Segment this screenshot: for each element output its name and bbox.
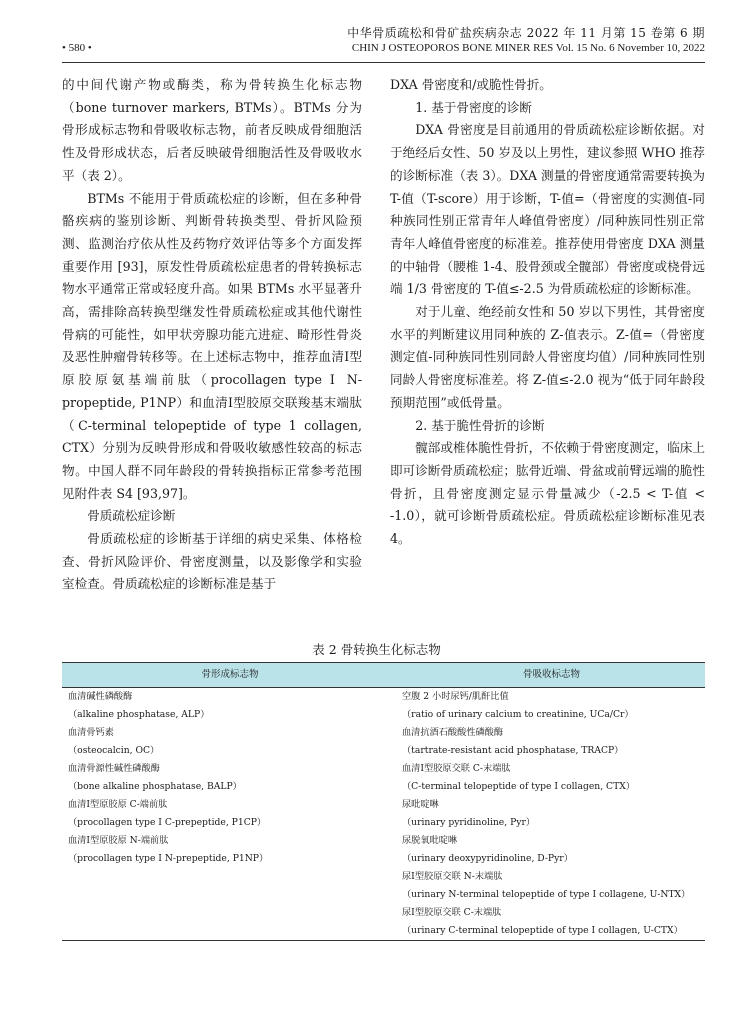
table-cell: 尿吡啶啉 (402, 799, 439, 810)
table-cell: （ratio of urinary calcium to creatinine, UCa/Cr） (402, 709, 634, 720)
table-row (62, 706, 705, 724)
table-cell: 尿脱氧吡啶啉 (402, 835, 458, 846)
table-cell: 尿Ⅰ型胶原交联 C-末端肽 (402, 907, 502, 918)
table-cell (62, 904, 398, 922)
table-row (62, 778, 705, 796)
left-column (62, 74, 362, 596)
table-row (62, 904, 705, 922)
paragraph: DXA 骨密度是目前通用的骨质疏松症诊断依据。对于绝经后女性、50 岁及以上男性，建议参照 WHO 推荐的诊断标准（表 3）。DXA 测量的骨密度通常需要转换为 T-值（T-score）用于诊断，T-值=（骨密度的实测值-同种族同性别正常青年人峰值骨密度）/同种族同性别正常青年人峰值骨密度的标准差。推荐使用骨密度 DXA 测量的中轴骨（腰椎 1-4、股骨颈或全髋部）骨密度或桡骨远端 1/3 骨密度的 T-值≤-2.5 为骨质疏松症的诊断标准。 (390, 122, 705, 297)
table-cell: （procollagen type Ⅰ C-prepeptide, P1CP） (68, 817, 267, 828)
page-number: • 580 • (62, 42, 92, 54)
table-cell: （urinary N-terminal telopeptide of type Ⅰ collagene, U-NTX） (402, 889, 691, 900)
table-cell: 血清Ⅰ型胶原交联 C-末端肽 (402, 763, 511, 774)
table-caption: 表 2 骨转换生化标志物 (312, 642, 441, 657)
table-cell: （procollagen type Ⅰ N-prepeptide, P1NP） (68, 853, 269, 864)
table-cell: （bone alkaline phosphatase, BALP） (68, 781, 242, 792)
table-cell: （urinary deoxypyridinoline, D-Pyr） (402, 853, 573, 864)
table-cell: 血清骨源性碱性磷酸酶 (68, 763, 160, 774)
table-cell: 血清Ⅰ型原胶原 C-端前肽 (68, 799, 168, 810)
table-cell (62, 868, 398, 886)
section-heading: 骨质疏松症诊断 (87, 508, 176, 524)
paragraph: 的中间代谢产物或酶类，称为骨转换生化标志物（bone turnover markers, BTMs）。BTMs 分为骨形成标志物和骨吸收标志物，前者反映成骨细胞活性及骨形成状态，后者反映破骨细胞活性及骨吸收水平（表 2）。 (62, 77, 362, 183)
journal-title-cn: 中华骨质疏松和骨矿盐疾病杂志 2022 年 11 月第 15 卷第 6 期 (347, 26, 705, 40)
table-cell: 空腹 2 小时尿钙/肌酐比值 (402, 691, 509, 702)
table-cell: （urinary C-terminal telopeptide of type Ⅰ collagen, U-CTX） (398, 922, 705, 941)
table-cell: 血清抗酒石酸酸性磷酸酶 (402, 727, 504, 738)
table-cell: （urinary pyridinoline, Pyr） (402, 817, 536, 828)
table-cell: （alkaline phosphatase, ALP） (68, 709, 210, 720)
paragraph: 髋部或椎体脆性骨折，不依赖于骨密度测定，临床上即可诊断骨质疏松症；肱骨近端、骨盆或前臂远端的脆性骨折，且骨密度测定显示骨量减少（-2.5 < T-值 < -1.0），就可诊断骨质疏松症。骨质疏松症诊断标准见表 4。 (390, 440, 705, 547)
table-row (62, 796, 705, 814)
table-row (62, 814, 705, 832)
table-cell: 尿Ⅰ型胶原交联 N-末端肽 (402, 871, 503, 882)
table-header-row (62, 663, 705, 688)
section-heading: 1. 基于骨密度的诊断 (415, 99, 532, 115)
table-row (62, 922, 705, 941)
table-row (62, 760, 705, 778)
table-cell (62, 922, 398, 941)
journal-title-en: CHIN J OSTEOPOROS BONE MINER RES Vol. 15 No. 6 November 10, 2022 (351, 42, 705, 54)
table-cell: （tartrate-resistant acid phosphatase, TRACP） (402, 745, 624, 756)
section-heading: 2. 基于脆性骨折的诊断 (415, 417, 545, 433)
table-row (62, 868, 705, 886)
table-cell: （C-terminal telopeptide of type Ⅰ collagen, CTX） (402, 781, 635, 792)
paragraph: DXA 骨密度和/或脆性骨折。 (390, 77, 552, 92)
right-column (390, 74, 705, 551)
paragraph: 骨质疏松症的诊断基于详细的病史采集、体格检查、骨折风险评价、骨密度测量，以及影像学和实验室检查。骨质疏松症的诊断标准是基于 (62, 531, 362, 592)
table-cell: 血清碱性磷酸酶 (68, 691, 133, 702)
table-row (62, 832, 705, 850)
header-rule (62, 62, 705, 63)
table-cell: （osteocalcin, OC） (68, 745, 160, 756)
table-row (62, 850, 705, 868)
table-cell: 血清Ⅰ型原胶原 N-端前肽 (68, 835, 169, 846)
paragraph: 对于儿童、绝经前女性和 50 岁以下男性，其骨密度水平的判断建议用同种族的 Z-值表示。Z-值=（骨密度测定值-同种族同性别同龄人骨密度均值）/同种族同性别同龄人骨密度标准差。将 Z-值≤-2.0 视为“低于同年龄段预期范围”或低骨量。 (390, 304, 705, 410)
bone-turnover-markers-table (62, 662, 705, 941)
column-header-resorption: 骨吸收标志物 (398, 663, 705, 688)
table-row (62, 688, 705, 707)
table-cell (62, 886, 398, 904)
table-row (62, 724, 705, 742)
paragraph: BTMs 不能用于骨质疏松症的诊断，但在多种骨骼疾病的鉴别诊断、判断骨转换类型、骨折风险预测、监测治疗依从性及药物疗效评估等多个方面发挥重要作用 [93]，原发性骨质疏松症患者的骨转换标志物水平通常正常或轻度升高。如果 BTMs 水平显著升高，需排除高转换型继发性骨质疏松症或其他代谢性骨病的可能性，如甲状旁腺功能亢进症、畸形性骨炎及恶性肿瘤骨转移等。在上述标志物中，推荐血清Ⅰ型原胶原氨基端前肽（procollagen type Ⅰ N-propeptide, P1NP）和血清Ⅰ型胶原交联羧基末端肽（C-terminal telopeptide of type 1 collagen, CTX）分别为反映骨形成和骨吸收敏感性较高的标志物。中国人群不同年龄段的骨转换指标正常参考范围见附件表 S4 [93,97]。 (62, 190, 362, 501)
table-cell: 血清骨钙素 (68, 727, 114, 738)
table-row (62, 742, 705, 760)
column-header-formation: 骨形成标志物 (62, 663, 398, 688)
table-row (62, 886, 705, 904)
